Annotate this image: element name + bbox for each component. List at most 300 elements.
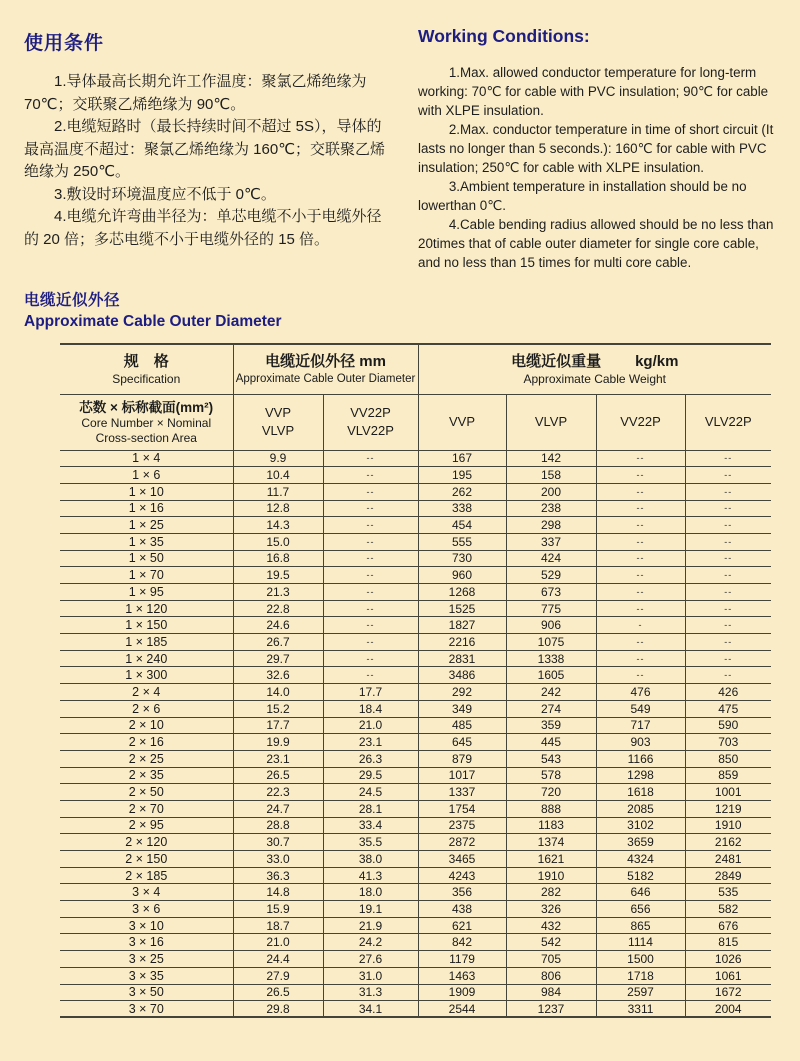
- spec-cell: 2 × 120: [60, 834, 233, 851]
- value-cell: 717: [596, 717, 685, 734]
- spec-cell: 1 × 240: [60, 650, 233, 667]
- value-cell: --: [323, 650, 418, 667]
- table-row: [60, 1001, 771, 1018]
- value-cell: 960: [418, 567, 506, 584]
- spec-subheader-en1: Core Number × Nominal: [81, 415, 212, 430]
- value-cell: 24.2: [323, 934, 418, 951]
- value-cell: 26.5: [233, 767, 323, 784]
- value-cell: 2085: [596, 800, 685, 817]
- table-row: [60, 700, 771, 717]
- value-cell: --: [685, 600, 771, 617]
- value-cell: --: [685, 467, 771, 484]
- value-cell: 590: [685, 717, 771, 734]
- value-cell: 656: [596, 901, 685, 918]
- value-cell: 476: [596, 684, 685, 701]
- spec-cell: 2 × 50: [60, 784, 233, 801]
- value-cell: 645: [418, 734, 506, 751]
- working-conditions-paragraphs: [418, 63, 784, 272]
- value-cell: 36.3: [233, 867, 323, 884]
- working-condition-paragraph: 4.Cable bending radius allowed should be no less than 20times that of cable outer diameter for single core cable, and no less than 15 times for multi core cable.: [418, 217, 774, 270]
- value-cell: --: [596, 550, 685, 567]
- spec-cell: 3 × 6: [60, 901, 233, 918]
- table-row: [60, 967, 771, 984]
- value-cell: 41.3: [323, 867, 418, 884]
- value-cell: 32.6: [233, 667, 323, 684]
- weight-header-en: Approximate Cable Weight: [523, 372, 667, 387]
- value-cell: 29.8: [233, 1001, 323, 1018]
- value-cell: --: [685, 533, 771, 550]
- table-row: [60, 934, 771, 951]
- value-cell: 1183: [506, 817, 596, 834]
- value-cell: 18.4: [323, 700, 418, 717]
- value-cell: 2544: [418, 1001, 506, 1018]
- value-cell: 673: [506, 584, 596, 601]
- value-cell: 27.6: [323, 951, 418, 968]
- value-cell: --: [596, 584, 685, 601]
- spec-subheader: [60, 394, 233, 450]
- value-cell: 3311: [596, 1001, 685, 1018]
- usage-conditions-zh: [24, 24, 392, 272]
- table-row: [60, 984, 771, 1001]
- value-cell: 426: [685, 684, 771, 701]
- value-cell: --: [323, 450, 418, 467]
- value-cell: 1827: [418, 617, 506, 634]
- spec-cell: 1 × 16: [60, 500, 233, 517]
- value-cell: 1500: [596, 951, 685, 968]
- table-row: [60, 800, 771, 817]
- value-cell: 38.0: [323, 851, 418, 868]
- table-body: [60, 450, 771, 1017]
- spec-cell: 3 × 70: [60, 1001, 233, 1018]
- value-cell: 1605: [506, 667, 596, 684]
- value-cell: --: [596, 667, 685, 684]
- value-cell: 646: [596, 884, 685, 901]
- value-cell: 18.7: [233, 917, 323, 934]
- value-cell: 865: [596, 917, 685, 934]
- value-cell: 3486: [418, 667, 506, 684]
- value-cell: 262: [418, 483, 506, 500]
- spec-cell: 2 × 16: [60, 734, 233, 751]
- value-cell: 292: [418, 684, 506, 701]
- value-cell: 200: [506, 483, 596, 500]
- value-cell: 1338: [506, 650, 596, 667]
- value-cell: 1298: [596, 767, 685, 784]
- value-cell: 18.0: [323, 884, 418, 901]
- table-row: [60, 567, 771, 584]
- value-cell: 475: [685, 700, 771, 717]
- conditions-section: [0, 0, 800, 272]
- value-cell: 337: [506, 533, 596, 550]
- table-row: [60, 834, 771, 851]
- spec-cell: 3 × 35: [60, 967, 233, 984]
- od-header-en: Approximate Cable Outer Diameter: [235, 373, 416, 386]
- weight-header-zh: [419, 351, 772, 372]
- table-row: [60, 784, 771, 801]
- table-row: [60, 917, 771, 934]
- spec-cell: 2 × 10: [60, 717, 233, 734]
- value-cell: 35.5: [323, 834, 418, 851]
- value-cell: 12.8: [233, 500, 323, 517]
- value-cell: 582: [685, 901, 771, 918]
- weight-col-vv22p-header: VV22P: [596, 394, 685, 450]
- value-cell: 28.8: [233, 817, 323, 834]
- table-row: [60, 767, 771, 784]
- value-cell: 703: [685, 734, 771, 751]
- value-cell: 432: [506, 917, 596, 934]
- value-cell: 11.7: [233, 483, 323, 500]
- weight-col-vlv22p-header: VLV22P: [685, 394, 771, 450]
- value-cell: 21.0: [233, 934, 323, 951]
- value-cell: 2872: [418, 834, 506, 851]
- value-cell: 15.2: [233, 700, 323, 717]
- value-cell: --: [685, 617, 771, 634]
- value-cell: 879: [418, 750, 506, 767]
- od-type-vlvp: VLVP: [261, 423, 295, 438]
- spec-cell: 2 × 25: [60, 750, 233, 767]
- value-cell: 2849: [685, 867, 771, 884]
- value-cell: 26.7: [233, 634, 323, 651]
- value-cell: --: [596, 500, 685, 517]
- value-cell: --: [596, 600, 685, 617]
- table-header: [60, 344, 771, 450]
- table-row: [60, 600, 771, 617]
- value-cell: --: [323, 600, 418, 617]
- table-row: [60, 533, 771, 550]
- value-cell: --: [596, 450, 685, 467]
- value-cell: 720: [506, 784, 596, 801]
- spec-cell: 3 × 16: [60, 934, 233, 951]
- value-cell: 775: [506, 600, 596, 617]
- usage-condition-paragraph: 4.电缆允许弯曲半径为：单芯电缆不小于电缆外径的 20 倍；多芯电缆不小于电缆外径的 15 倍。: [24, 208, 382, 248]
- value-cell: 19.1: [323, 901, 418, 918]
- value-cell: -: [596, 617, 685, 634]
- od-type-vlv22p: VLV22P: [347, 423, 394, 438]
- spec-cell: 3 × 25: [60, 951, 233, 968]
- value-cell: 903: [596, 734, 685, 751]
- spec-cell: 2 × 95: [60, 817, 233, 834]
- value-cell: 242: [506, 684, 596, 701]
- table-row: [60, 450, 771, 467]
- value-cell: 906: [506, 617, 596, 634]
- weight-group-header: [418, 344, 771, 394]
- table-header-groups: [60, 344, 771, 394]
- value-cell: 24.4: [233, 951, 323, 968]
- value-cell: 29.7: [233, 650, 323, 667]
- value-cell: 859: [685, 767, 771, 784]
- value-cell: 535: [685, 884, 771, 901]
- usage-condition-paragraph: 3.敷设时环境温度应不低于 0℃。: [54, 185, 276, 203]
- value-cell: 356: [418, 884, 506, 901]
- table-row: [60, 750, 771, 767]
- value-cell: 1017: [418, 767, 506, 784]
- value-cell: 1910: [506, 867, 596, 884]
- spec-cell: 3 × 10: [60, 917, 233, 934]
- value-cell: 1179: [418, 951, 506, 968]
- table-row: [60, 517, 771, 534]
- value-cell: 195: [418, 467, 506, 484]
- table-row: [60, 867, 771, 884]
- value-cell: 1268: [418, 584, 506, 601]
- usage-conditions-paragraphs: [24, 71, 392, 251]
- value-cell: 23.1: [233, 750, 323, 767]
- value-cell: 33.4: [323, 817, 418, 834]
- value-cell: 485: [418, 717, 506, 734]
- value-cell: 1525: [418, 600, 506, 617]
- spec-cell: 1 × 300: [60, 667, 233, 684]
- value-cell: 1075: [506, 634, 596, 651]
- outer-diameter-group-header: [233, 344, 418, 394]
- value-cell: 705: [506, 951, 596, 968]
- value-cell: 21.9: [323, 917, 418, 934]
- weight-col-vlvp-header: VLVP: [506, 394, 596, 450]
- value-cell: --: [685, 483, 771, 500]
- spec-cell: 1 × 6: [60, 467, 233, 484]
- value-cell: 549: [596, 700, 685, 717]
- spec-cell: 1 × 185: [60, 634, 233, 651]
- value-cell: 33.0: [233, 851, 323, 868]
- value-cell: 15.9: [233, 901, 323, 918]
- value-cell: 1718: [596, 967, 685, 984]
- value-cell: 445: [506, 734, 596, 751]
- value-cell: --: [596, 483, 685, 500]
- value-cell: 24.5: [323, 784, 418, 801]
- value-cell: 142: [506, 450, 596, 467]
- value-cell: 438: [418, 901, 506, 918]
- value-cell: --: [596, 517, 685, 534]
- od-col-vv22p-vlv22p-header: [323, 394, 418, 450]
- value-cell: 282: [506, 884, 596, 901]
- value-cell: 167: [418, 450, 506, 467]
- value-cell: 14.8: [233, 884, 323, 901]
- value-cell: 24.7: [233, 800, 323, 817]
- table-row: [60, 667, 771, 684]
- value-cell: --: [685, 450, 771, 467]
- value-cell: 298: [506, 517, 596, 534]
- spec-cell: 2 × 35: [60, 767, 233, 784]
- value-cell: --: [596, 567, 685, 584]
- value-cell: --: [685, 634, 771, 651]
- table-row: [60, 817, 771, 834]
- table-row: [60, 650, 771, 667]
- value-cell: 158: [506, 467, 596, 484]
- value-cell: 543: [506, 750, 596, 767]
- table-row: [60, 717, 771, 734]
- spec-cell: 1 × 35: [60, 533, 233, 550]
- table-row: [60, 617, 771, 634]
- table-row: [60, 684, 771, 701]
- value-cell: 1618: [596, 784, 685, 801]
- value-cell: 1061: [685, 967, 771, 984]
- value-cell: 14.0: [233, 684, 323, 701]
- weight-header-unit: kg/km: [635, 353, 679, 371]
- value-cell: 19.9: [233, 734, 323, 751]
- value-cell: 16.8: [233, 550, 323, 567]
- value-cell: 4243: [418, 867, 506, 884]
- value-cell: 2162: [685, 834, 771, 851]
- value-cell: 338: [418, 500, 506, 517]
- value-cell: 29.5: [323, 767, 418, 784]
- value-cell: 578: [506, 767, 596, 784]
- value-cell: --: [596, 467, 685, 484]
- value-cell: 21.3: [233, 584, 323, 601]
- usage-condition-paragraph: 2.电缆短路时（最长持续时间不超过 5S），导体的最高温度不超过：聚氯乙烯绝缘为 160℃；交联聚乙烯绝缘为 250℃。: [24, 118, 386, 180]
- section-title-en: Approximate Cable Outer Diameter: [24, 313, 282, 330]
- spec-group-header: [60, 344, 233, 394]
- value-cell: 424: [506, 550, 596, 567]
- od-col-vvp-vlvp-header: [233, 394, 323, 450]
- value-cell: 984: [506, 984, 596, 1001]
- spec-cell: 2 × 70: [60, 800, 233, 817]
- spec-header-en: Specification: [112, 372, 181, 387]
- table-row: [60, 851, 771, 868]
- value-cell: 842: [418, 934, 506, 951]
- table-header-subcolumns: [60, 394, 771, 450]
- value-cell: 5182: [596, 867, 685, 884]
- spec-cell: 1 × 10: [60, 483, 233, 500]
- spec-cell: 2 × 4: [60, 684, 233, 701]
- value-cell: 2216: [418, 634, 506, 651]
- table-row: [60, 500, 771, 517]
- value-cell: --: [323, 467, 418, 484]
- spec-cell: 2 × 185: [60, 867, 233, 884]
- value-cell: 27.9: [233, 967, 323, 984]
- working-condition-paragraph: 1.Max. allowed conductor temperature for long-term working: 70℃ for cable with PVC insulation; 90℃ for cable with XLPE insulation.: [418, 65, 769, 118]
- value-cell: 34.1: [323, 1001, 418, 1018]
- value-cell: --: [323, 550, 418, 567]
- value-cell: 1114: [596, 934, 685, 951]
- value-cell: --: [596, 650, 685, 667]
- value-cell: --: [323, 634, 418, 651]
- spec-cell: 1 × 150: [60, 617, 233, 634]
- table-section-title: [24, 288, 800, 331]
- spec-cell: 1 × 25: [60, 517, 233, 534]
- value-cell: 1463: [418, 967, 506, 984]
- spec-cell: 1 × 120: [60, 600, 233, 617]
- value-cell: 1337: [418, 784, 506, 801]
- table-row: [60, 901, 771, 918]
- cable-spec-table: [60, 343, 771, 1018]
- value-cell: --: [685, 500, 771, 517]
- working-conditions-heading: Working Conditions:: [418, 26, 590, 46]
- spec-cell: 1 × 50: [60, 550, 233, 567]
- table-row: [60, 884, 771, 901]
- value-cell: --: [685, 550, 771, 567]
- weight-header-zh-text: 电缆近似重量: [511, 353, 602, 371]
- value-cell: 1374: [506, 834, 596, 851]
- value-cell: --: [323, 584, 418, 601]
- table-row: [60, 467, 771, 484]
- value-cell: --: [685, 517, 771, 534]
- spec-cell: 1 × 70: [60, 567, 233, 584]
- value-cell: 1001: [685, 784, 771, 801]
- value-cell: 238: [506, 500, 596, 517]
- value-cell: 28.1: [323, 800, 418, 817]
- value-cell: 815: [685, 934, 771, 951]
- value-cell: 676: [685, 917, 771, 934]
- value-cell: --: [323, 617, 418, 634]
- value-cell: 4324: [596, 851, 685, 868]
- value-cell: 542: [506, 934, 596, 951]
- value-cell: 529: [506, 567, 596, 584]
- value-cell: --: [685, 650, 771, 667]
- value-cell: 19.5: [233, 567, 323, 584]
- usage-condition-paragraph: 1.导体最高长期允许工作温度：聚氯乙烯绝缘为70℃；交联聚乙烯绝缘为 90℃。: [24, 73, 367, 113]
- value-cell: 23.1: [323, 734, 418, 751]
- value-cell: 621: [418, 917, 506, 934]
- value-cell: 1672: [685, 984, 771, 1001]
- table-row: [60, 584, 771, 601]
- usage-conditions-heading: 使用条件: [24, 33, 105, 54]
- value-cell: 1237: [506, 1001, 596, 1018]
- table-row: [60, 634, 771, 651]
- value-cell: 730: [418, 550, 506, 567]
- value-cell: --: [596, 533, 685, 550]
- value-cell: 1910: [685, 817, 771, 834]
- table-row: [60, 483, 771, 500]
- value-cell: 888: [506, 800, 596, 817]
- spec-cell: 1 × 95: [60, 584, 233, 601]
- table-row: [60, 951, 771, 968]
- value-cell: 1621: [506, 851, 596, 868]
- value-cell: 22.3: [233, 784, 323, 801]
- value-cell: --: [323, 533, 418, 550]
- table-row: [60, 734, 771, 751]
- value-cell: 349: [418, 700, 506, 717]
- value-cell: 2831: [418, 650, 506, 667]
- value-cell: 1219: [685, 800, 771, 817]
- value-cell: --: [685, 584, 771, 601]
- value-cell: --: [323, 517, 418, 534]
- value-cell: 274: [506, 700, 596, 717]
- value-cell: 17.7: [233, 717, 323, 734]
- value-cell: --: [323, 500, 418, 517]
- value-cell: 326: [506, 901, 596, 918]
- working-conditions-en: [418, 24, 784, 272]
- spec-header-zh: 规 格: [123, 353, 169, 371]
- value-cell: 555: [418, 533, 506, 550]
- spec-cell: 2 × 150: [60, 851, 233, 868]
- spec-cell: 3 × 50: [60, 984, 233, 1001]
- value-cell: --: [323, 483, 418, 500]
- value-cell: 454: [418, 517, 506, 534]
- value-cell: 21.0: [323, 717, 418, 734]
- value-cell: --: [685, 667, 771, 684]
- od-type-vvp: VVP: [264, 405, 291, 420]
- spec-subheader-zh: 芯数 × 标称截面(mm²): [79, 399, 214, 415]
- table-row: [60, 550, 771, 567]
- value-cell: 17.7: [323, 684, 418, 701]
- value-cell: 3102: [596, 817, 685, 834]
- spec-cell: 1 × 4: [60, 450, 233, 467]
- value-cell: 2597: [596, 984, 685, 1001]
- value-cell: --: [596, 634, 685, 651]
- value-cell: 24.6: [233, 617, 323, 634]
- spec-cell: 3 × 4: [60, 884, 233, 901]
- value-cell: 30.7: [233, 834, 323, 851]
- value-cell: --: [323, 567, 418, 584]
- value-cell: 1026: [685, 951, 771, 968]
- working-condition-paragraph: 3.Ambient temperature in installation should be no lowerthan 0℃.: [418, 179, 747, 213]
- od-header-zh: 电缆近似外径 mm: [265, 353, 386, 371]
- od-type-vv22p: VV22P: [350, 405, 391, 420]
- value-cell: 31.0: [323, 967, 418, 984]
- value-cell: 9.9: [233, 450, 323, 467]
- value-cell: 2481: [685, 851, 771, 868]
- section-title-zh: 电缆近似外径: [24, 292, 121, 309]
- weight-col-vvp-header: VVP: [418, 394, 506, 450]
- value-cell: 15.0: [233, 533, 323, 550]
- value-cell: 26.5: [233, 984, 323, 1001]
